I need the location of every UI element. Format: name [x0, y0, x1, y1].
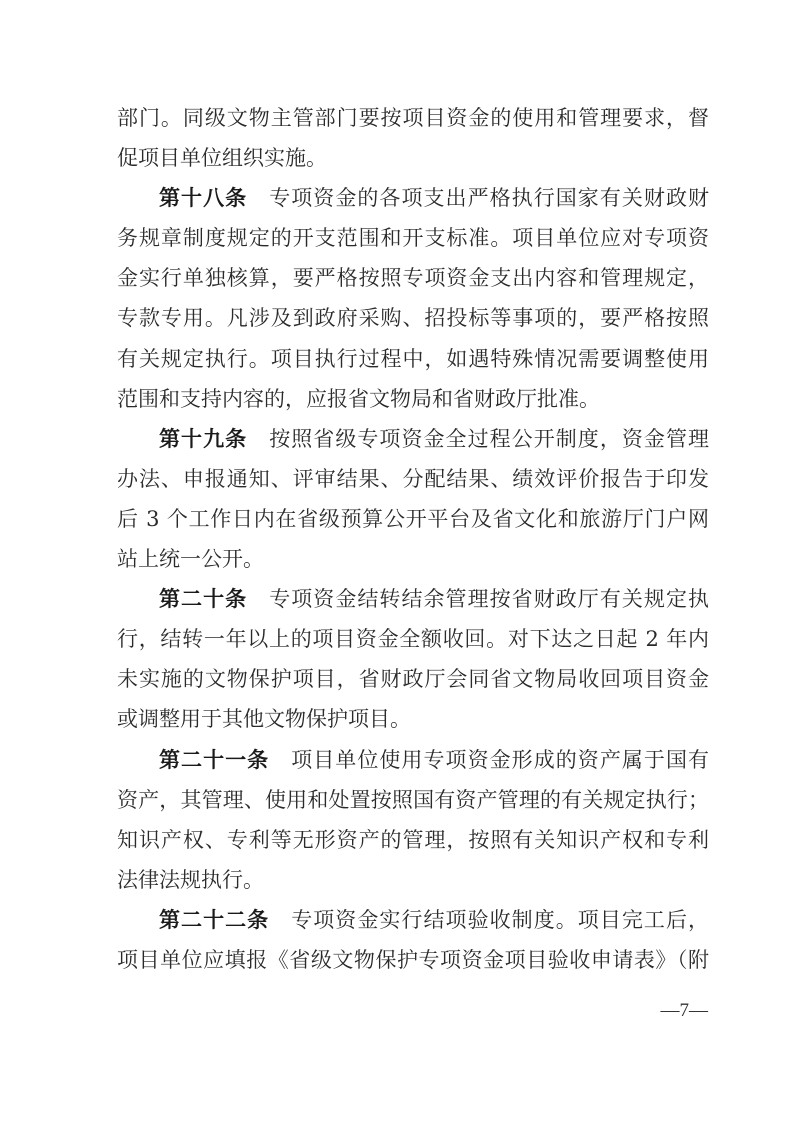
- line-text: 或调整用于其他文物保护项目。: [117, 707, 411, 732]
- paragraph: [117, 98, 709, 178]
- text-line: [117, 138, 709, 178]
- document-body: [117, 98, 709, 980]
- text-line: [117, 98, 709, 138]
- line-text: 法律法规执行。: [117, 867, 264, 892]
- text-line: [117, 619, 709, 659]
- text-line: [117, 419, 709, 459]
- text-line: [117, 579, 709, 619]
- line-text: 站上统一公开。: [117, 547, 264, 572]
- text-line: [117, 940, 709, 980]
- line-text: 范围和支持内容的，应报省文物局和省财政厅批准。: [117, 386, 600, 411]
- line-text: 专项资金的各项支出严格执行国家有关财政财: [269, 186, 710, 211]
- article-label: 第二十条: [159, 586, 248, 612]
- text-line: [117, 740, 709, 780]
- line-text: 项目单位使用专项资金形成的资产属于国有: [291, 747, 709, 772]
- line-text: 有关规定执行。项目执行过程中，如遇特殊情况需要调整使用: [117, 346, 709, 371]
- line-text: 后 3 个工作日内在省级预算公开平台及省文化和旅游厅门户网: [117, 506, 709, 531]
- article-label: 第十八条: [159, 185, 248, 211]
- line-text: 按照省级专项资金全过程公开制度，资金管理: [269, 426, 710, 451]
- text-line: [117, 780, 709, 820]
- line-text: 专款专用。凡涉及到政府采购、招投标等事项的，要严格按照: [117, 306, 709, 331]
- paragraph: [117, 579, 709, 739]
- text-line: [117, 860, 709, 900]
- text-line: [117, 699, 709, 739]
- article-label: 第二十二条: [159, 906, 270, 932]
- text-line: [117, 659, 709, 699]
- paragraph: [117, 900, 709, 980]
- line-text: 未实施的文物保护项目，省财政厅会同省文物局收回项目资金: [117, 667, 709, 692]
- line-text: 专项资金实行结项验收制度。项目完工后，: [291, 907, 709, 932]
- line-text: 部门。同级文物主管部门要按项目资金的使用和管理要求，督: [117, 106, 709, 130]
- article-label: 第二十一条: [159, 746, 270, 772]
- line-text: 资产，其管理、使用和处置按照国有资产管理的有关规定执行；: [117, 787, 709, 812]
- text-line: [117, 258, 709, 298]
- line-text: 金实行单独核算，要严格按照专项资金支出内容和管理规定，: [117, 266, 709, 291]
- text-line: [117, 339, 709, 379]
- line-text: 务规章制度规定的开支范围和开支标准。项目单位应对专项资: [117, 226, 709, 251]
- paragraph: [117, 419, 709, 579]
- text-line: [117, 820, 709, 860]
- line-text: 知识产权、专利等无形资产的管理，按照有关知识产权和专利: [117, 827, 709, 852]
- text-line: [117, 218, 709, 258]
- text-line: [117, 900, 709, 940]
- paragraph: [117, 740, 709, 900]
- text-line: [117, 499, 709, 539]
- text-line: [117, 539, 709, 579]
- line-text: 专项资金结转结余管理按省财政厅有关规定执: [269, 587, 710, 612]
- line-text: 行，结转一年以上的项目资金全额收回。对下达之日起 2 年内: [117, 627, 709, 652]
- text-line: [117, 459, 709, 499]
- line-text: 项目单位应填报《省级文物保护专项资金项目验收申请表》（附: [117, 947, 709, 972]
- text-line: [117, 178, 709, 218]
- line-text: 促项目单位组织实施。: [117, 146, 327, 171]
- text-line: [117, 379, 709, 419]
- text-line: [117, 298, 709, 338]
- line-text: 办法、申报通知、评审结果、分配结果、绩效评价报告于印发: [117, 466, 709, 491]
- article-label: 第十九条: [159, 425, 248, 451]
- paragraph: [117, 178, 709, 419]
- page-number: —7—: [660, 1000, 708, 1021]
